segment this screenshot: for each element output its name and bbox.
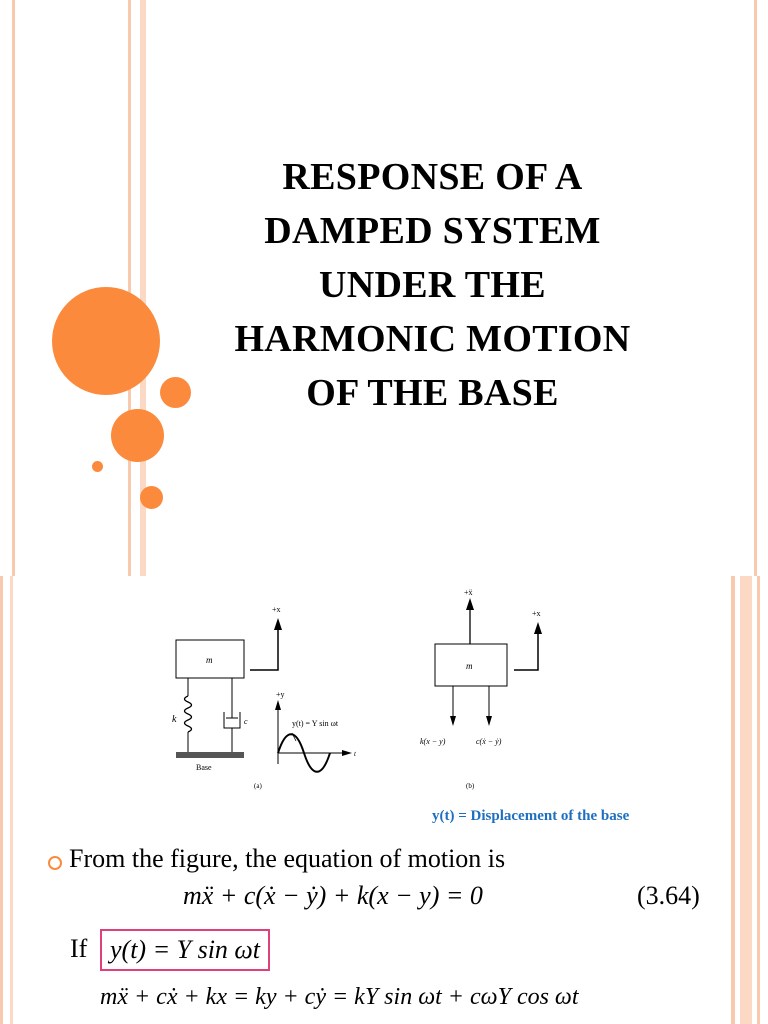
if-label: If <box>70 934 88 963</box>
title-line: RESPONSE OF A <box>282 156 583 198</box>
plus-xddot-label: +ẍ <box>464 588 473 597</box>
equation-of-motion: mẍ + c(ẋ − ẏ) + k(x − y) = 0 <box>183 881 483 910</box>
title-line: HARMONIC MOTION <box>234 318 631 360</box>
left-stripe <box>10 576 13 1024</box>
panel-a-label: (a) <box>254 782 262 790</box>
plus-x-label: +x <box>272 605 281 614</box>
base-excitation-figure <box>150 586 570 801</box>
decorative-circle <box>111 409 164 462</box>
left-stripe <box>0 576 3 1024</box>
bullet-text: From the figure, the equation of motion is <box>69 844 506 873</box>
title-line: UNDER THE <box>319 264 546 306</box>
base-label: Base <box>196 763 212 772</box>
base-motion-equation-box: y(t) = Y sin ωt <box>100 929 270 971</box>
mass-label: m <box>206 655 213 665</box>
bullet-icon <box>48 856 62 870</box>
title-line: DAMPED SYSTEM <box>264 210 601 252</box>
right-stripe <box>740 576 752 1024</box>
t-axis-label: t <box>354 750 356 758</box>
panel-b-label: (b) <box>466 782 475 790</box>
right-stripe <box>754 0 757 576</box>
title-line: OF THE BASE <box>306 372 559 414</box>
left-stripe <box>12 0 15 576</box>
slide-title <box>205 150 660 420</box>
spring-k-label: k <box>172 714 177 725</box>
mass-label: m <box>466 661 473 671</box>
figure-panel-b <box>420 588 542 790</box>
damper-force-label: c(ẋ − ẏ) <box>476 737 502 746</box>
plus-x-label: +x <box>532 609 541 618</box>
content-slide <box>0 576 768 1024</box>
spring-force-label: k(x − y) <box>420 737 446 746</box>
y-equation-label: y(t) = Y sin ωt <box>292 719 339 728</box>
plus-y-label: +y <box>276 690 285 699</box>
equation-number: (3.64) <box>637 881 700 910</box>
right-stripe <box>731 576 735 1024</box>
figure-panel-a <box>172 605 357 790</box>
decorative-circle <box>52 287 160 395</box>
expanded-equation: mẍ + cẋ + kx = ky + cẏ = kY sin ωt + cωY cos ωt <box>100 984 579 1010</box>
decorative-circle <box>160 377 191 408</box>
figure-caption: y(t) = Displacement of the base <box>432 808 630 824</box>
right-stripe <box>757 576 760 1024</box>
decorative-circle <box>140 486 163 509</box>
left-stripe <box>128 0 131 576</box>
decorative-circle <box>92 461 103 472</box>
damper-c-label: c <box>244 717 248 726</box>
